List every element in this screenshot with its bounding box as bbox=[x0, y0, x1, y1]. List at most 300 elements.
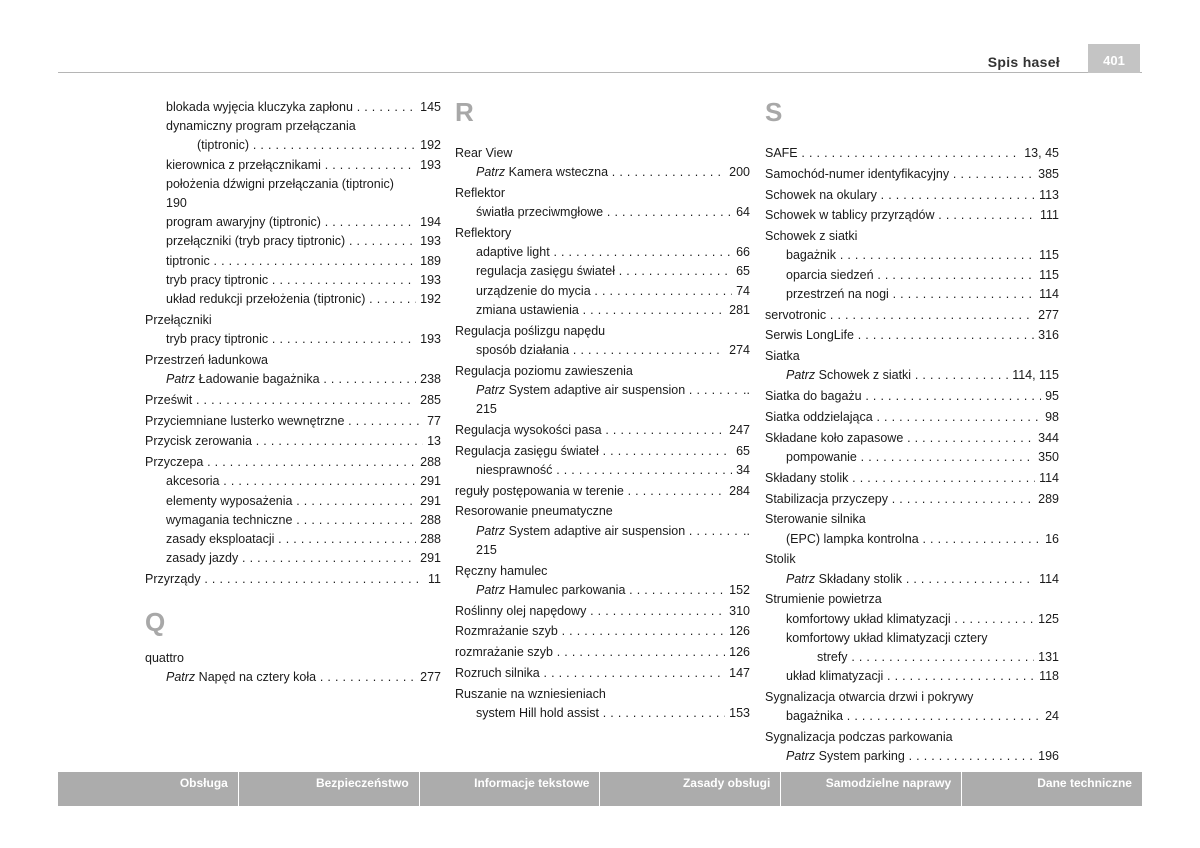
index-entry bbox=[145, 391, 441, 410]
page-reference[interactable]: 194 bbox=[416, 213, 441, 232]
entry-term: bagażnika bbox=[786, 709, 843, 724]
page-reference[interactable]: 281 bbox=[725, 301, 750, 320]
entry-term: Schowek z siatki bbox=[765, 229, 858, 244]
entry-term: system Hill hold assist bbox=[476, 706, 599, 720]
chapter-nav-bar bbox=[58, 772, 1142, 806]
entry-term: sposób działania bbox=[476, 342, 570, 357]
section-letter: S bbox=[765, 97, 783, 127]
entry-text bbox=[765, 512, 866, 526]
index-entry bbox=[765, 227, 1059, 246]
index-entry bbox=[145, 175, 441, 194]
entry-text bbox=[145, 455, 441, 469]
page-reference[interactable]: 277 bbox=[416, 668, 441, 687]
index-entry bbox=[765, 326, 1059, 345]
entry-term: Roślinny olej napędowy bbox=[455, 603, 587, 618]
entry-text bbox=[786, 248, 1059, 262]
see-also-label: Patrz bbox=[786, 571, 816, 586]
entry-term: układ redukcji przełożenia (tiptronic) bbox=[166, 292, 366, 307]
entry-term: przestrzeń na nogi bbox=[786, 286, 889, 301]
entry-term: strefy bbox=[817, 649, 848, 664]
entry-text bbox=[166, 234, 441, 248]
page-reference[interactable]: 288 bbox=[416, 530, 441, 549]
index-entry bbox=[765, 510, 1059, 529]
entry-text bbox=[455, 444, 750, 458]
index-entry bbox=[455, 362, 750, 381]
entry-text bbox=[145, 313, 212, 327]
page-reference[interactable]: 289 bbox=[1034, 490, 1059, 509]
entry-term: Rozruch silnika bbox=[455, 666, 540, 680]
index-entry bbox=[455, 224, 750, 243]
entry-term: System adaptive air suspension bbox=[508, 523, 686, 538]
entry-text bbox=[476, 245, 750, 259]
index-entry bbox=[145, 194, 441, 213]
index-entry bbox=[765, 530, 1059, 549]
see-also-label: Patrz bbox=[476, 165, 506, 180]
page-reference[interactable]: 288 bbox=[416, 511, 441, 530]
index-entry bbox=[455, 163, 750, 182]
entry-term: Przyciemniane lusterko wewnętrzne bbox=[145, 413, 345, 428]
index-entry bbox=[455, 643, 750, 662]
page-reference[interactable]: 189 bbox=[416, 252, 441, 271]
chapter-tab-bezpieczenstwo[interactable]: Bezpieczeństwo bbox=[238, 772, 419, 806]
entry-term: elementy wyposażenia bbox=[166, 493, 293, 508]
entry-term: Przełączniki bbox=[145, 312, 212, 327]
entry-term: Sygnalizacja otwarcia drzwi i pokrywy bbox=[765, 689, 974, 704]
page-reference[interactable]: 192 bbox=[416, 290, 441, 309]
index-entry bbox=[765, 144, 1059, 163]
entry-term: Składany stolik bbox=[765, 470, 849, 485]
index-column-middle bbox=[455, 98, 750, 723]
page-reference[interactable]: 291 bbox=[416, 492, 441, 511]
index-entry bbox=[455, 482, 750, 501]
index-entry bbox=[145, 492, 441, 511]
page-reference[interactable]: 114 bbox=[1035, 285, 1059, 304]
page-reference[interactable]: 113 bbox=[1035, 186, 1059, 205]
entry-term: pompowanie bbox=[786, 449, 857, 464]
entry-text bbox=[455, 484, 750, 498]
entry-text bbox=[765, 690, 973, 704]
page-reference[interactable]: 291 bbox=[416, 472, 441, 491]
page-reference[interactable]: 65 bbox=[732, 262, 750, 281]
page-reference[interactable]: 13, 45 bbox=[1020, 144, 1059, 163]
entry-text bbox=[455, 564, 547, 578]
page-reference[interactable]: 152 bbox=[725, 581, 750, 600]
entry-text bbox=[455, 687, 606, 701]
index-entry bbox=[145, 117, 441, 136]
page-reference[interactable]: 193 bbox=[416, 156, 441, 175]
page-reference[interactable]: 193 bbox=[416, 232, 441, 251]
entry-term: Samochód-numer identyfikacyjny bbox=[765, 166, 950, 181]
page-reference[interactable]: 111 bbox=[1036, 206, 1059, 225]
page-number-badge: 401 bbox=[1088, 44, 1140, 73]
entry-text bbox=[786, 669, 1059, 683]
entry-term: program awaryjny (tiptronic) bbox=[166, 215, 321, 230]
entry-text bbox=[455, 364, 633, 378]
index-entry bbox=[455, 184, 750, 203]
entry-term: Regulacja poziomu zawieszenia bbox=[455, 363, 633, 378]
index-entry bbox=[145, 330, 441, 349]
index-entry bbox=[455, 562, 750, 581]
index-entry bbox=[455, 664, 750, 683]
index-entry bbox=[455, 581, 750, 600]
index-entry bbox=[145, 530, 441, 549]
entry-term: Napęd na cztery koła bbox=[198, 670, 317, 685]
entry-text bbox=[786, 612, 1059, 626]
index-entry bbox=[455, 421, 750, 440]
entry-text bbox=[455, 624, 750, 638]
entry-term: akcesoria bbox=[166, 474, 220, 489]
entry-term: Resorowanie pneumatyczne bbox=[455, 504, 613, 519]
index-entry bbox=[765, 747, 1059, 766]
page-reference[interactable]: 11 bbox=[424, 570, 441, 589]
index-entry bbox=[765, 688, 1059, 707]
entry-term: Regulacja wysokości pasa bbox=[455, 422, 602, 437]
see-also-label: Patrz bbox=[166, 372, 196, 387]
page-reference[interactable]: 98 bbox=[1041, 408, 1059, 427]
index-entry bbox=[455, 622, 750, 641]
entry-term: 190 bbox=[166, 196, 187, 211]
entry-term: Schowek na okulary bbox=[765, 187, 877, 202]
page-reference[interactable]: 147 bbox=[725, 664, 750, 683]
index-entry bbox=[455, 461, 750, 480]
page-reference[interactable]: 114, 115 bbox=[1008, 366, 1059, 385]
chapter-tab-samodzielne-naprawy[interactable]: Samodzielne naprawy bbox=[780, 772, 961, 806]
entry-term: blokada wyjęcia kluczyka zapłonu bbox=[166, 100, 353, 114]
entry-term: Przyczepa bbox=[145, 455, 204, 470]
entry-text bbox=[765, 552, 796, 566]
entry-text bbox=[765, 492, 1059, 506]
entry-term: Rear View bbox=[455, 146, 513, 160]
entry-text bbox=[145, 434, 441, 448]
entry-text bbox=[455, 645, 750, 659]
entry-text bbox=[166, 273, 441, 287]
page-reference[interactable]: 66 bbox=[732, 243, 750, 262]
entry-text bbox=[145, 572, 441, 586]
entry-text bbox=[786, 268, 1059, 282]
entry-text bbox=[476, 543, 497, 557]
entry-term: Regulacja poślizgu napędu bbox=[455, 323, 606, 338]
see-also-label: Patrz bbox=[476, 523, 506, 538]
entry-text bbox=[166, 670, 441, 684]
page-reference[interactable]: 77 bbox=[423, 412, 441, 431]
entry-text bbox=[166, 332, 441, 346]
entry-text bbox=[476, 383, 750, 397]
entry-text bbox=[166, 158, 441, 172]
page-reference[interactable]: 193 bbox=[416, 271, 441, 290]
index-entry bbox=[145, 232, 441, 251]
entry-text bbox=[786, 749, 1059, 763]
entry-text bbox=[476, 264, 750, 278]
entry-term: Ładowanie bagażnika bbox=[198, 372, 320, 387]
index-entry bbox=[145, 570, 441, 589]
page-reference[interactable]: 115 bbox=[1035, 266, 1059, 285]
entry-text bbox=[476, 165, 750, 179]
index-entry bbox=[455, 301, 750, 320]
index-entry bbox=[765, 408, 1059, 427]
see-also-label: Patrz bbox=[786, 368, 816, 383]
entry-term: kierownica z przełącznikami bbox=[166, 157, 321, 172]
index-entry bbox=[145, 649, 441, 668]
index-entry bbox=[145, 271, 441, 290]
entry-term: Przyrządy bbox=[145, 572, 201, 587]
entry-term: reguły postępowania w terenie bbox=[455, 483, 624, 498]
entry-text bbox=[455, 423, 750, 437]
entry-text bbox=[166, 513, 441, 527]
entry-text bbox=[455, 504, 613, 518]
index-entry bbox=[145, 370, 441, 389]
entry-text bbox=[166, 532, 441, 546]
entry-term: niesprawność bbox=[476, 462, 553, 477]
entry-term: urządzenie do mycia bbox=[476, 283, 591, 298]
entry-text bbox=[765, 167, 1059, 181]
entry-text bbox=[476, 583, 750, 597]
entry-text bbox=[765, 730, 953, 744]
entry-text bbox=[476, 402, 497, 416]
index-entry bbox=[765, 590, 1059, 609]
entry-term: położenia dźwigni przełączania (tiptronic) bbox=[166, 176, 394, 191]
entry-term: przełączniki (tryb pracy tiptronic) bbox=[166, 234, 346, 249]
page-reference[interactable]: 13 bbox=[423, 432, 441, 451]
entry-term: Reflektory bbox=[455, 226, 512, 240]
page-reference[interactable]: 95 bbox=[1041, 387, 1059, 406]
chapter-tab-dane-techniczne[interactable]: Dane techniczne bbox=[961, 772, 1142, 806]
index-entry bbox=[145, 252, 441, 271]
page-header-title: Spis haseł bbox=[987, 54, 1060, 70]
index-entry bbox=[145, 412, 441, 431]
entry-term: Schowek z siatki bbox=[818, 368, 912, 383]
index-entry bbox=[765, 285, 1059, 304]
index-entry bbox=[765, 165, 1059, 184]
index-entry bbox=[145, 311, 441, 330]
see-also-label: Patrz bbox=[476, 382, 506, 397]
index-entry bbox=[145, 668, 441, 687]
index-entry bbox=[765, 667, 1059, 686]
page-reference[interactable]: 126 bbox=[725, 643, 750, 662]
entry-text bbox=[166, 474, 441, 488]
entry-text bbox=[166, 215, 441, 229]
entry-term: Regulacja zasięgu świateł bbox=[455, 443, 599, 458]
page-reference[interactable]: 238 bbox=[416, 370, 441, 389]
index-entry bbox=[765, 728, 1059, 747]
index-entry bbox=[765, 490, 1059, 509]
index-entry bbox=[765, 186, 1059, 205]
section-letter: Q bbox=[145, 607, 166, 638]
entry-term: (EPC) lampka kontrolna bbox=[786, 531, 919, 546]
entry-text bbox=[476, 284, 750, 298]
page-reference[interactable]: 114 bbox=[1035, 570, 1059, 589]
entry-term: Ruszanie na wzniesieniach bbox=[455, 686, 606, 701]
entry-term: Siatka bbox=[765, 349, 800, 364]
entry-term: quattro bbox=[145, 651, 184, 666]
entry-text bbox=[765, 410, 1059, 424]
page-reference[interactable]: 310 bbox=[725, 602, 750, 621]
page-reference[interactable]: 350 bbox=[1034, 448, 1059, 467]
entry-text bbox=[765, 389, 1059, 403]
page-reference[interactable]: 115 bbox=[1035, 246, 1059, 265]
page-reference[interactable]: 344 bbox=[1034, 429, 1059, 448]
entry-text bbox=[476, 343, 750, 357]
index-entry bbox=[145, 98, 441, 117]
entry-term: adaptive light bbox=[476, 245, 550, 260]
page-reference[interactable]: 118 bbox=[1035, 667, 1059, 686]
entry-term: System parking bbox=[818, 749, 905, 764]
index-entry bbox=[765, 707, 1059, 726]
index-entry bbox=[765, 266, 1059, 285]
index-column-left bbox=[145, 98, 441, 688]
page-reference[interactable]: .. bbox=[739, 381, 750, 400]
index-entry bbox=[145, 213, 441, 232]
index-entry bbox=[765, 469, 1059, 488]
entry-term: Strumienie powietrza bbox=[765, 592, 882, 607]
entry-text bbox=[786, 631, 987, 645]
page-reference[interactable]: 192 bbox=[416, 136, 441, 155]
chapter-tab-obsluga[interactable]: Obsługa bbox=[179, 776, 228, 790]
index-entry bbox=[145, 511, 441, 530]
entry-text bbox=[476, 524, 750, 538]
index-entry bbox=[765, 206, 1059, 225]
entry-text bbox=[765, 471, 1059, 485]
entry-text bbox=[765, 308, 1059, 322]
page-reference[interactable]: 64 bbox=[732, 203, 750, 222]
index-entry bbox=[455, 203, 750, 222]
entry-term: układ klimatyzacji bbox=[786, 669, 884, 684]
index-entry bbox=[765, 629, 1059, 648]
index-entry bbox=[765, 429, 1059, 448]
index-entry bbox=[455, 243, 750, 262]
page-reference[interactable]: 288 bbox=[416, 453, 441, 472]
section-letter: R bbox=[455, 97, 474, 127]
entry-text bbox=[166, 138, 441, 152]
entry-text bbox=[166, 196, 187, 210]
page-reference[interactable]: 277 bbox=[1034, 306, 1059, 325]
entry-text bbox=[786, 650, 1059, 664]
chapter-tab-informacje-tekstowe[interactable]: Informacje tekstowe bbox=[419, 772, 600, 806]
index-entry bbox=[455, 685, 750, 704]
entry-text bbox=[455, 666, 750, 680]
index-entry bbox=[145, 549, 441, 568]
entry-text bbox=[455, 226, 511, 240]
entry-text bbox=[765, 229, 857, 243]
entry-term: zasady jazdy bbox=[166, 551, 239, 566]
page-reference[interactable]: 385 bbox=[1034, 165, 1059, 184]
see-also-label: Patrz bbox=[786, 749, 816, 764]
entry-text bbox=[765, 328, 1059, 342]
entry-text bbox=[476, 303, 750, 317]
page-reference[interactable]: 193 bbox=[416, 330, 441, 349]
entry-text bbox=[145, 353, 268, 367]
page-reference[interactable]: 74 bbox=[732, 282, 750, 301]
page-reference[interactable]: 196 bbox=[1034, 747, 1059, 766]
entry-term: Serwis LongLife bbox=[765, 328, 854, 343]
entry-term: bagażnik bbox=[786, 248, 837, 263]
entry-term: dynamiczny program przełączania bbox=[166, 119, 356, 134]
page-reference[interactable]: 285 bbox=[416, 391, 441, 410]
page-reference[interactable]: 24 bbox=[1041, 707, 1059, 726]
entry-text bbox=[765, 146, 1059, 160]
entry-text bbox=[765, 431, 1059, 445]
index-entry bbox=[455, 282, 750, 301]
entry-text bbox=[145, 414, 441, 428]
entry-text bbox=[455, 604, 750, 618]
entry-term: zasady eksploatacji bbox=[166, 532, 275, 547]
page-reference[interactable]: 131 bbox=[1034, 648, 1059, 667]
index-entry bbox=[145, 472, 441, 491]
index-entry bbox=[455, 602, 750, 621]
page-reference[interactable]: 247 bbox=[725, 421, 750, 440]
see-also-label: Patrz bbox=[166, 670, 196, 685]
entry-term: 215 bbox=[476, 542, 497, 557]
entry-text bbox=[476, 463, 750, 477]
chapter-tab-zasady-obslugi[interactable]: Zasady obsługi bbox=[599, 772, 780, 806]
page-reference[interactable]: 16 bbox=[1041, 530, 1059, 549]
index-entry bbox=[765, 306, 1059, 325]
entry-term: komfortowy układ klimatyzacji bbox=[786, 611, 951, 626]
index-entry bbox=[145, 351, 441, 370]
entry-term: Prześwit bbox=[145, 392, 193, 407]
index-entry bbox=[455, 341, 750, 360]
page-reference[interactable]: 114 bbox=[1035, 469, 1059, 488]
index-entry bbox=[765, 570, 1059, 589]
entry-term: komfortowy układ klimatyzacji cztery bbox=[786, 630, 988, 645]
entry-text bbox=[166, 177, 394, 191]
index-entry bbox=[455, 400, 750, 419]
entry-term: Siatka oddzielająca bbox=[765, 409, 873, 424]
entry-text bbox=[765, 208, 1059, 222]
page-reference[interactable]: 274 bbox=[725, 341, 750, 360]
entry-term: 215 bbox=[476, 402, 497, 417]
header-rule bbox=[58, 72, 1142, 73]
entry-term: rozmrażanie szyb bbox=[455, 645, 553, 660]
index-entry bbox=[455, 541, 750, 560]
entry-term: Hamulec parkowania bbox=[508, 582, 626, 597]
entry-term: Składany stolik bbox=[818, 571, 903, 586]
page-reference[interactable]: 284 bbox=[725, 482, 750, 501]
entry-text bbox=[455, 324, 605, 338]
page-reference[interactable]: 34 bbox=[732, 461, 750, 480]
entry-text bbox=[786, 450, 1059, 464]
page-reference[interactable]: 145 bbox=[416, 98, 441, 117]
entry-text bbox=[145, 393, 441, 407]
index-entry bbox=[765, 366, 1059, 385]
page-reference[interactable]: 65 bbox=[732, 442, 750, 461]
page-reference[interactable]: 126 bbox=[725, 622, 750, 641]
entry-term: tryb pracy tiptronic bbox=[166, 272, 269, 287]
entry-term: oparcia siedzeń bbox=[786, 267, 874, 282]
index-entry bbox=[765, 448, 1059, 467]
entry-term: tiptronic bbox=[166, 253, 210, 268]
page-reference[interactable]: 153 bbox=[725, 704, 750, 723]
entry-term: regulacja zasięgu świateł bbox=[476, 264, 615, 279]
page-reference[interactable]: 125 bbox=[1034, 610, 1059, 629]
index-entry bbox=[145, 453, 441, 472]
entry-term: SAFE bbox=[765, 146, 798, 160]
entry-term: Schowek w tablicy przyrządów bbox=[765, 208, 935, 223]
index-entry bbox=[145, 156, 441, 175]
entry-text bbox=[166, 254, 441, 268]
entry-text bbox=[166, 119, 356, 133]
page-reference[interactable]: 291 bbox=[416, 549, 441, 568]
index-entry bbox=[765, 648, 1059, 667]
page-reference[interactable]: .. bbox=[739, 522, 750, 541]
entry-text bbox=[455, 146, 512, 160]
page-reference[interactable]: 200 bbox=[725, 163, 750, 182]
entry-text bbox=[166, 100, 441, 114]
entry-term: Stolik bbox=[765, 552, 796, 567]
page-reference[interactable]: 316 bbox=[1034, 326, 1059, 345]
entry-term: Siatka do bagażu bbox=[765, 389, 862, 404]
entry-term: servotronic bbox=[765, 307, 827, 322]
see-also-label: Patrz bbox=[476, 582, 506, 597]
